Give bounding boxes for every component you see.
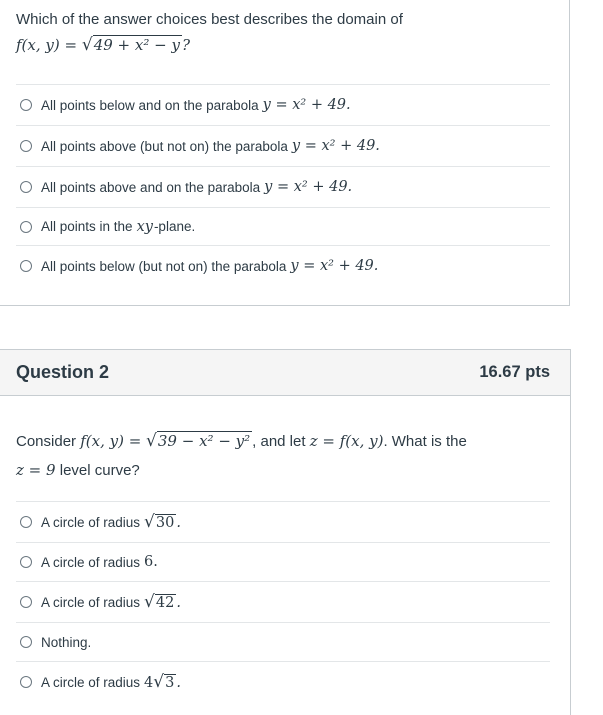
answer-option[interactable] bbox=[16, 542, 550, 581]
answer-math: xy bbox=[136, 218, 153, 235]
question-header bbox=[0, 350, 570, 396]
answer-label: A circle of radius bbox=[41, 594, 141, 610]
answer-option[interactable] bbox=[16, 166, 550, 207]
answer-label: All points in the bbox=[41, 219, 133, 234]
radicand: 39 − x² − y² bbox=[157, 432, 251, 450]
radio-button[interactable] bbox=[20, 596, 32, 608]
question-1-card bbox=[0, 0, 570, 306]
answer-option[interactable] bbox=[16, 581, 550, 622]
question-points: 16.67 pts bbox=[479, 363, 550, 381]
answer-math: 6. bbox=[144, 554, 158, 570]
question-title: Question 2 bbox=[16, 362, 110, 382]
answer-end: . bbox=[176, 515, 181, 531]
sqrt-expression: √39 − x² − y² bbox=[146, 431, 251, 451]
radio-button[interactable] bbox=[20, 260, 32, 272]
answer-math: y = x² + 49. bbox=[264, 179, 353, 195]
prompt-start: Consider bbox=[16, 433, 81, 450]
prompt-middle: , and let bbox=[252, 433, 310, 450]
answer-math: √42 . bbox=[144, 592, 181, 612]
answer-option[interactable] bbox=[16, 661, 550, 702]
answer-suffix: -plane. bbox=[153, 219, 196, 234]
answer-label: All points below and on the parabola bbox=[41, 97, 259, 113]
radicand: 42 bbox=[155, 595, 175, 611]
radio-button[interactable] bbox=[20, 636, 32, 648]
coefficient: 4 bbox=[144, 675, 154, 691]
radio-button[interactable] bbox=[20, 676, 32, 688]
answer-end: . bbox=[176, 675, 181, 691]
answer-option[interactable] bbox=[16, 84, 550, 125]
question-1-prompt: Which of the answer choices best describes the domain of bbox=[16, 11, 403, 28]
level-suffix: level curve? bbox=[55, 462, 140, 479]
radicand: 3 bbox=[165, 675, 175, 691]
answer-option[interactable] bbox=[16, 501, 550, 542]
question-2-card bbox=[0, 349, 571, 715]
level-value: z = 9 bbox=[16, 461, 56, 479]
answer-label: A circle of radius bbox=[41, 554, 141, 570]
radio-button[interactable] bbox=[20, 556, 32, 568]
radicand: 30 bbox=[155, 515, 175, 531]
answer-option[interactable] bbox=[16, 207, 550, 245]
answer-label: All points above and on the parabola bbox=[41, 179, 261, 195]
answer-end: . bbox=[176, 595, 181, 611]
radio-button[interactable] bbox=[20, 99, 32, 111]
answer-math: y = x² + 49. bbox=[290, 258, 379, 274]
question-1-text bbox=[16, 9, 403, 57]
answer-label: All points above (but not on) the parabola bbox=[41, 138, 288, 154]
question-mark: ? bbox=[181, 36, 190, 54]
answer-option[interactable] bbox=[16, 125, 550, 166]
answer-label: A circle of radius bbox=[41, 514, 141, 530]
radio-button[interactable] bbox=[20, 516, 32, 528]
question-1-function: f(x, y) = bbox=[16, 36, 82, 54]
question-2-function: f(x, y) = bbox=[80, 432, 147, 450]
answer-label: A circle of radius bbox=[41, 674, 141, 690]
answer-math: 4√3 . bbox=[144, 672, 181, 692]
answer-math: √30 . bbox=[144, 512, 181, 532]
answer-math: y = x² + 49. bbox=[291, 138, 380, 154]
answer-label: Nothing. bbox=[41, 634, 92, 650]
prompt-end: . What is the bbox=[383, 433, 467, 450]
sqrt-expression: √49 + x² − y bbox=[81, 35, 180, 55]
radio-button[interactable] bbox=[20, 181, 32, 193]
question-2-text bbox=[16, 427, 467, 485]
radio-button[interactable] bbox=[20, 221, 32, 233]
answer-math: y = x² + 49. bbox=[262, 97, 351, 113]
answer-option[interactable] bbox=[16, 622, 550, 661]
radio-button[interactable] bbox=[20, 140, 32, 152]
answer-option[interactable] bbox=[16, 245, 550, 286]
radicand: 49 + x² − y bbox=[93, 36, 180, 54]
answer-label: All points below (but not on) the parabola bbox=[41, 258, 287, 274]
z-definition: z = f(x, y) bbox=[309, 432, 384, 450]
